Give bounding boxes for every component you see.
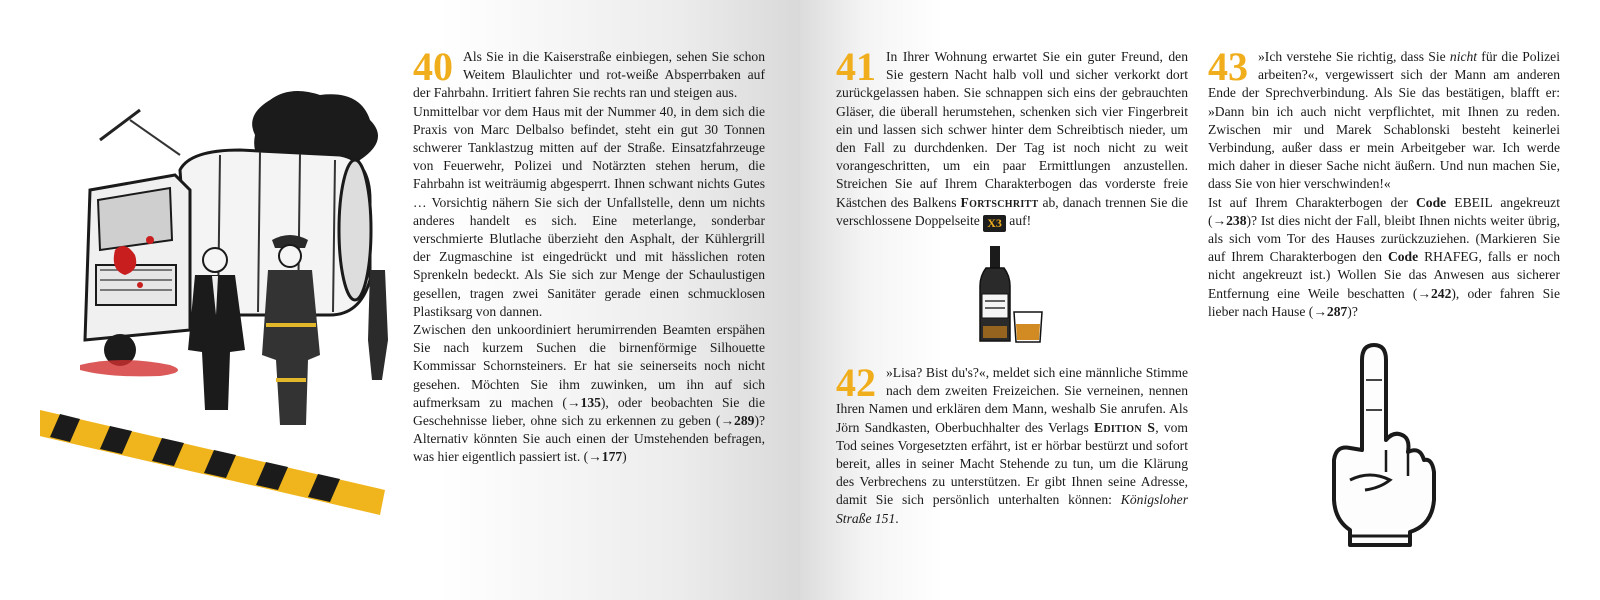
entry-number: 43 — [1208, 44, 1248, 89]
whiskey-bottle-illustration — [970, 246, 1050, 346]
entry-40 — [413, 44, 765, 467]
entry-number: 40 — [413, 44, 453, 89]
section-reference-link[interactable]: →287 — [1313, 303, 1348, 319]
section-reference-link[interactable]: →135 — [566, 394, 601, 410]
address: Königsloher Straße 151 — [836, 492, 1188, 526]
entry-number: 41 — [836, 44, 876, 89]
section-reference-link[interactable]: →238 — [1212, 212, 1247, 228]
entry-41 — [836, 44, 1188, 232]
raised-finger-illustration — [1310, 340, 1450, 550]
entry-paragraph: Als Sie in die Kaiserstraße einbiegen, sehen Sie schon Weitem Blaulichter und rot-weiße Absperrbaken auf der Fahrbahn. Irritiert fahren Sie rechts ran und steigen aus. — [413, 49, 765, 101]
entry-paragraph: »Lisa? Bist du's?«, meldet sich eine männliche Stimme nach dem zweiten Freizeichen. Sie verneinen, nennen Ihren Namen und erklären dem Mann, weshalb Sie anrufen. Als Jörn Sandkasten, Oberbuchhalter des Verlags Edition S, vom Tod seines Vorgesetzten erfährt, ist er hörbar bestürzt und sofort bereit, alles in seiner Macht Stehende zu tun, um die Klärung des Verbrechens zu unterstützen. Er gibt Ihnen seine Adresse, damit Sie sich persönlich unterhalten können: Königsloher Straße 151. — [836, 365, 1189, 526]
double-page-badge: X3 — [983, 215, 1006, 232]
entry-paragraph: Zwischen den unkoordiniert herumirrenden Beamten erspähen Sie nach kurzem Suchen die birnenförmige Silhouette Kommissar Schornsteiners. Er hat sie seinerseits noch nicht gesehen. Möchten Sie ihm zuwinken, um ihn auf sich aufmerksam zu machen (→135), oder beobachten Sie die Geschehnisse lieber, ohne sich zu erkennen zu geben (→289)? Alternativ könnten Sie auch einen der Umstehenden befragen, was hier eigentlich passiert ist. (→177) — [413, 322, 765, 465]
publisher-name: Edition S — [1094, 419, 1156, 435]
progress-bar-name: Fortschritt — [960, 194, 1039, 210]
code-label: Code — [1415, 194, 1447, 210]
section-reference-link[interactable]: →289 — [720, 413, 755, 429]
entry-number: 42 — [836, 360, 876, 405]
accident-scene-illustration — [40, 80, 400, 520]
entry-paragraph: Ist auf Ihrem Charakterbogen der Code EBEIL angekreuzt (→238)? Ist dies nicht der Fall, bleibt Ihnen nichts weiter übrig, als sich vom Tor des Hauses zurückzuziehen. (Markieren Sie auf Ihrem Charakterbogen den Code RHAFEG, falls er noch nicht angekreuzt ist.) Wollen Sie das Anwesen aus sicherer Entfernung eine Weile beschatten (→242), oder fahren Sie lieber nach Hause (→287)? — [1208, 194, 1560, 319]
entry-43 — [1208, 44, 1560, 321]
section-reference-link[interactable]: →242 — [1417, 285, 1452, 301]
entry-42 — [836, 360, 1189, 528]
section-reference-link[interactable]: →177 — [588, 449, 623, 465]
entry-paragraph: »Ich verstehe Sie richtig, dass Sie nicht für die Polizei arbeiten?«, vergewissert sich der Mann am anderen Ende der Sprechverbindung. Als Sie das bestätigen, blafft er: »Dann bin ich auch nicht verpflichtet, mit Ihnen zu reden. Zwischen mir und Marek Schablonski besteht keinerlei Verbindung, außer dass er mein Arbeitgeber war. Ich werde mich daher in dieser Sache nicht äußern. Und nun machen Sie, dass Sie von hier verschwinden!« — [1208, 49, 1560, 192]
code-label: Code — [1387, 249, 1419, 265]
entry-paragraph: Unmittelbar vor dem Haus mit der Nummer 40, in dem sich die Praxis von Marc Delbalso befindet, steht ein gut 30 Tonnen schwerer Tanklastzug mitten auf der Straße. Einsatzfahrzeuge von Feuerwehr, Polizei und Notärzten stehen herum, die Fahrbahn ist weiträumig abgesperrt. Ihnen schwant nichts Gutes … Vorsichtig nähern Sie sich der Unfallstelle, denn um nichts anderes handelt es sich. Eine meterlange, sonderbar verschmierte Blutlache überzieht den Asphalt, der Kühlergrill der Zugmaschine ist eingedrückt und mit hässlichen roten Sprenkeln bedeckt. Als Sie sich zur Menge der Schaulustigen gesellen, tragen zwei Sanitäter gerade einen schmucklosen Plastiksarg von dannen. — [413, 103, 765, 319]
entry-paragraph: In Ihrer Wohnung erwartet Sie ein guter Freund, den Sie gestern Nacht halb voll und sicher verkorkt dort zurückgelassen haben. Sie schnappen sich eins der gebrauchten Gläser, die überall herumstehen, schenken sich vier Fingerbreit ein und lassen sich schwer hinter dem Schreibtisch nieder, um den Fall zu durchdenken. Der Tag ist noch nicht zu weit vorangeschritten, um ein paar Ermittlungen anzustellen. Streichen Sie auf Ihrem Charakterbogen das vorderste freie Kästchen des Balkens Fortschritt ab, danach trennen Sie die verschlossene Doppelseite X3 auf! — [836, 49, 1188, 230]
